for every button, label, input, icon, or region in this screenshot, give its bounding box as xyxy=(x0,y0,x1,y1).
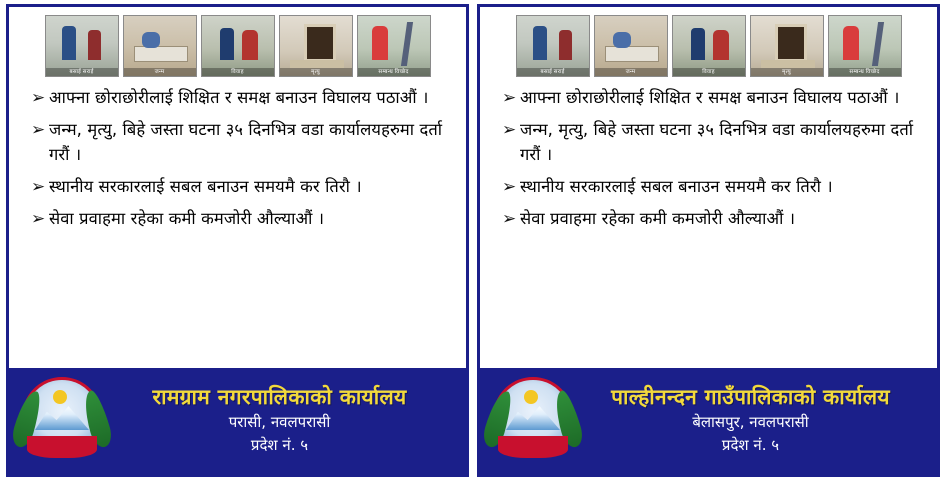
arrow-bullet-icon: ➢ xyxy=(31,177,46,196)
photo-caption: विवाह xyxy=(202,68,274,76)
photo-caption: जन्म xyxy=(595,68,667,76)
poster-footer xyxy=(9,368,466,474)
arrow-bullet-icon: ➢ xyxy=(502,120,517,139)
bullet-text: सेवा प्रवाहमा रहेका कमी कमजोरी औल्याऔं । xyxy=(520,209,796,228)
office-name: रामग्राम नगरपालिकाको कार्यालय xyxy=(152,385,407,409)
photo-marriage xyxy=(672,15,746,77)
bullet-text: जन्म, मृत्यु, बिहे जस्ता घटना ३५ दिनभित्र वडा कार्यालयहरुमा दर्ता गरौं । xyxy=(49,120,443,164)
photo-migration xyxy=(516,15,590,77)
arrow-bullet-icon: ➢ xyxy=(502,209,517,228)
poster-footer xyxy=(480,368,937,474)
bullet-text: आफ्ना छोराछोरीलाई शिक्षित र समक्ष बनाउन विघालय पठाऔं । xyxy=(520,88,900,107)
arrow-bullet-icon: ➢ xyxy=(502,88,517,107)
photo-caption: बसाई सराई xyxy=(46,68,118,76)
list-item xyxy=(31,174,450,199)
list-item xyxy=(31,85,450,110)
bullet-text: स्थानीय सरकारलाई सबल बनाउन समयमै कर तिरौ । xyxy=(520,177,833,196)
bullet-list xyxy=(9,83,466,368)
bullet-text: सेवा प्रवाहमा रहेका कमी कमजोरी औल्याऔं । xyxy=(49,209,325,228)
arrow-bullet-icon: ➢ xyxy=(502,177,517,196)
photo-caption: मृत्यु xyxy=(751,68,823,76)
photo-death xyxy=(750,15,824,77)
photo-marriage xyxy=(201,15,275,77)
office-name: पाल्हीनन्दन गाउँपालिकाको कार्यालय xyxy=(611,385,890,409)
arrow-bullet-icon: ➢ xyxy=(31,120,46,139)
footer-text xyxy=(584,383,927,457)
photo-divorce xyxy=(828,15,902,77)
office-address: बेलासपुर, नवलपरासी xyxy=(692,413,809,431)
list-item xyxy=(502,206,921,231)
municipality-emblem-icon xyxy=(19,374,105,466)
photo-death xyxy=(279,15,353,77)
list-item xyxy=(502,85,921,110)
list-item xyxy=(502,117,921,167)
photo-caption: जन्म xyxy=(124,68,196,76)
list-item xyxy=(31,206,450,231)
office-province: प्रदेश नं. ५ xyxy=(250,436,309,454)
bullet-list xyxy=(480,83,937,368)
photo-caption: सम्बन्ध विच्छेद xyxy=(829,68,901,76)
photo-caption: मृत्यु xyxy=(280,68,352,76)
footer-text xyxy=(113,383,456,457)
bullet-text: जन्म, मृत्यु, बिहे जस्ता घटना ३५ दिनभित्र वडा कार्यालयहरुमा दर्ता गरौं । xyxy=(520,120,914,164)
list-item xyxy=(31,117,450,167)
poster-ramgram xyxy=(6,4,469,477)
office-address: परासी, नवलपरासी xyxy=(228,413,331,431)
photo-caption: सम्बन्ध विच्छेद xyxy=(358,68,430,76)
rural-municipality-emblem-icon xyxy=(490,374,576,466)
arrow-bullet-icon: ➢ xyxy=(31,88,46,107)
arrow-bullet-icon: ➢ xyxy=(31,209,46,228)
bullet-text: आफ्ना छोराछोरीलाई शिक्षित र समक्ष बनाउन विघालय पठाऔं । xyxy=(49,88,429,107)
poster-palhinandan xyxy=(477,4,940,477)
list-item xyxy=(502,174,921,199)
photo-caption: विवाह xyxy=(673,68,745,76)
photo-birth xyxy=(594,15,668,77)
photo-strip xyxy=(9,7,466,83)
photo-birth xyxy=(123,15,197,77)
photo-divorce xyxy=(357,15,431,77)
office-province: प्रदेश नं. ५ xyxy=(721,436,780,454)
bullet-text: स्थानीय सरकारलाई सबल बनाउन समयमै कर तिरौ । xyxy=(49,177,362,196)
photo-strip xyxy=(480,7,937,83)
photo-migration xyxy=(45,15,119,77)
photo-caption: बसाई सराई xyxy=(517,68,589,76)
